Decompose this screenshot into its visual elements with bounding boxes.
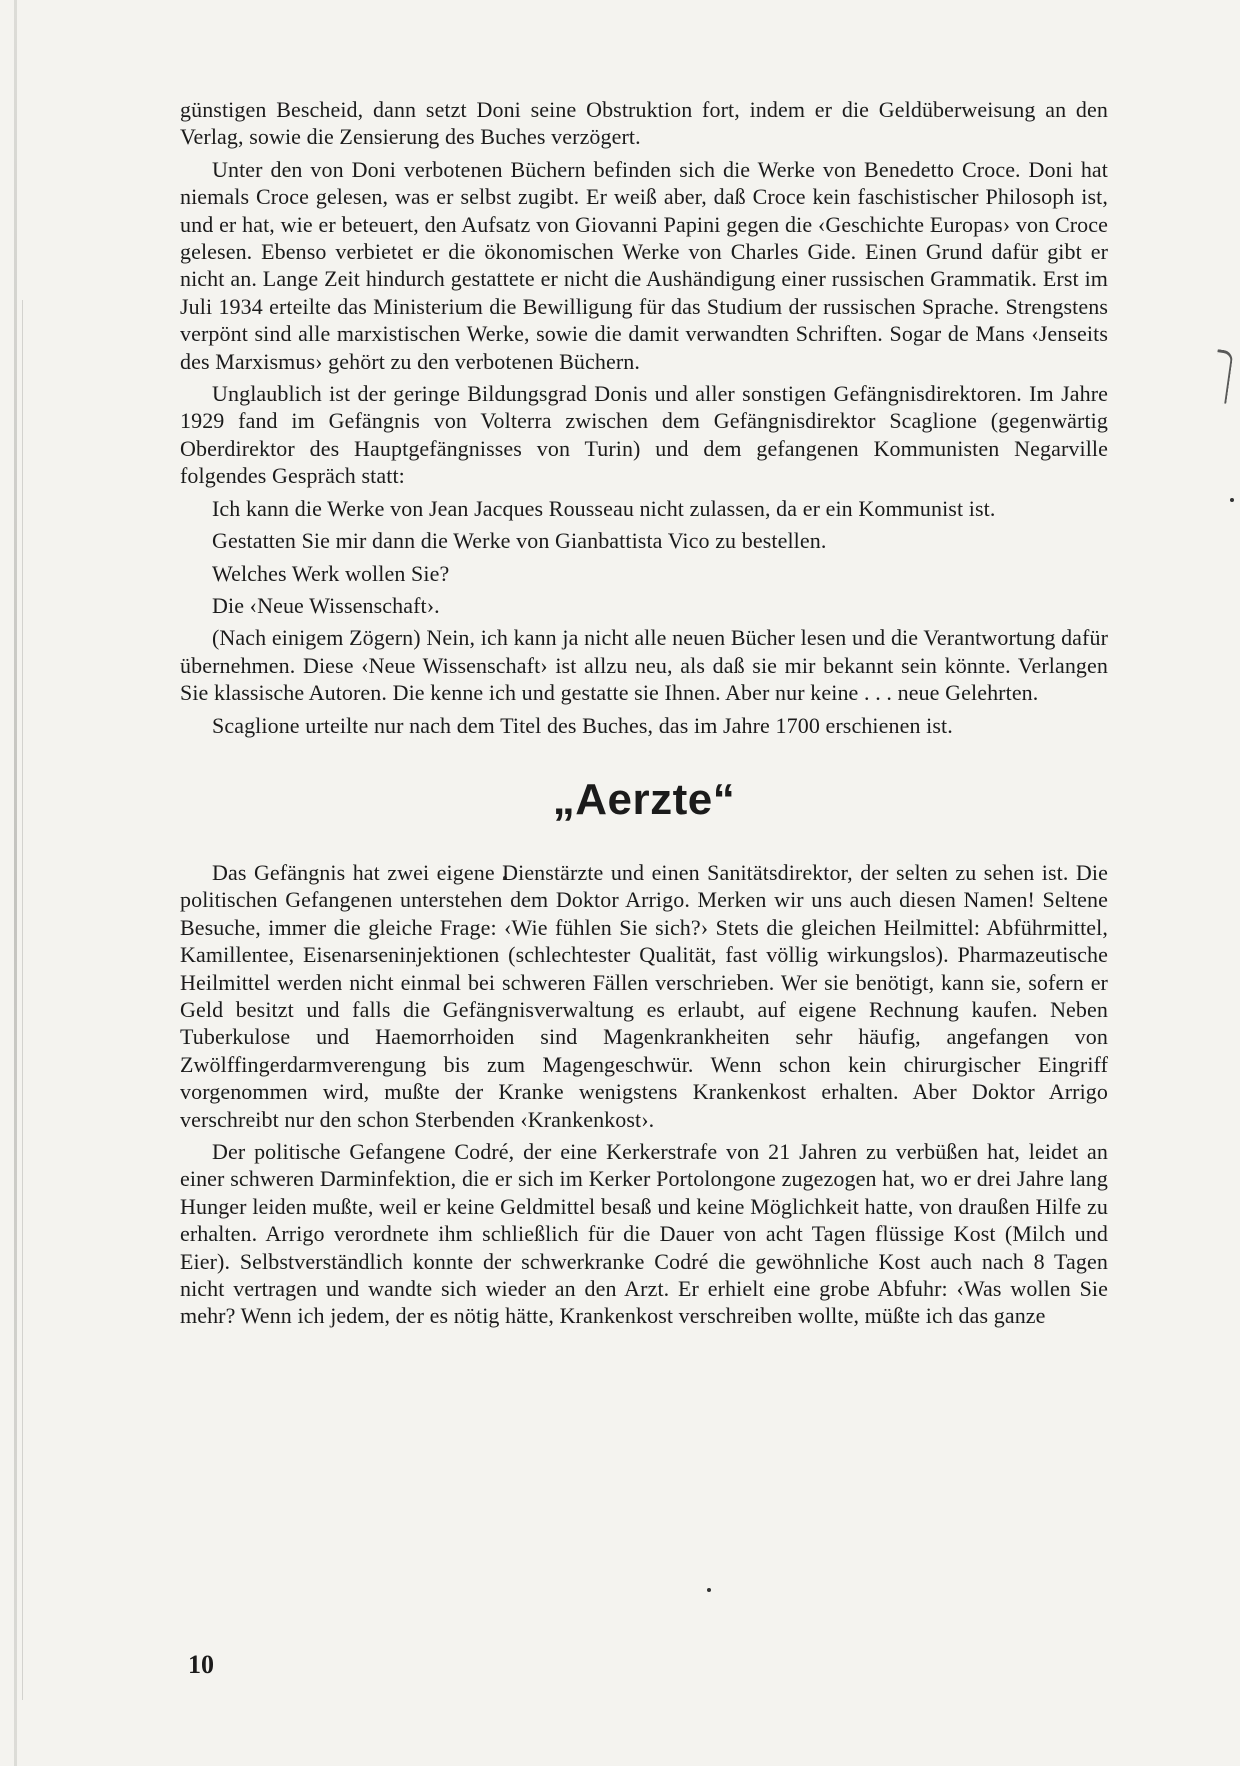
page-binding-edge [14, 0, 17, 1766]
print-speck [1230, 498, 1234, 502]
dialogue-line: Die ‹Neue Wissenschaft›. [212, 592, 440, 618]
paragraph: Der politische Gefangene Codré, der eine Kerkerstrafe von 21 Jahren zu verbüßen hat, leidet an einer schweren Darminfektion, die er sich im Kerker Portolongone zugezogen hat, wo er drei Jahre lang Hunger leiden mußte, weil er keine Geldmittel besaß und keine Möglichkeit hatte, von draußen Hilfe zu erhalten. Arrigo verordnete ihm schließlich für die Dauer von acht Tagen flüssige Kost (Milch und Eier). Selbstverständlich konnte der schwerkranke Codré die gewöhnliche Kost auch nach 8 Tagen nicht vertragen und wandte sich wieder an den Arzt. Er erhielt eine grobe Abfuhr: ‹Was wollen Sie mehr? Wenn ich jedem, der es nötig hätte, Krankenkost verschreiben wollte, müßte ich das ganze [180, 1139, 1108, 1329]
dialogue-line: Gestatten Sie mir dann die Werke von Gianbattista Vico zu bestellen. [212, 528, 827, 554]
page-number: 10 [188, 1650, 214, 1679]
dialogue-line: Ich kann die Werke von Jean Jacques Rousseau nicht zulassen, da er ein Kommunist ist. [212, 495, 996, 521]
margin-mark [1210, 349, 1233, 404]
paragraph: Unglaublich ist der geringe Bildungsgrad Donis und aller sonstigen Gefängnisdirektoren. Im Jahre 1929 fand im Gefängnis von Volterra zwischen dem Gefängnisdirektor Scaglione (gegenwärtig Oberdirektor des Hauptgefängnisses von Turin) und dem gefangenen Kommunisten Negarville folgendes Gespräch statt: [180, 381, 1108, 489]
paragraph: Unter den von Doni verbotenen Büchern befinden sich die Werke von Benedetto Croce. Doni hat niemals Croce gelesen, was er selbst zugibt. Er weiß aber, daß Croce kein faschistischer Philosoph ist, und er hat, wie er beteuert, den Aufsatz von Giovanni Papini gegen die ‹Geschichte Europas› von Croce gelesen. Ebenso verbietet er die ökonomischen Werke von Charles Gide. Einen Grund dafür gibt er nicht an. Lange Zeit hindurch gestattete er nicht die Aushändigung einer russischen Grammatik. Erst im Juli 1934 erteilte das Ministerium die Bewilligung für das Studium der russischen Sprache. Strengstens verpönt sind alle marxistischen Werke, sowie die damit verwandten Schriften. Sogar de Mans ‹Jenseits des Marxismus› gehört zu den verbotenen Büchern. [180, 156, 1108, 374]
section-heading: „Aerzte“ [552, 774, 736, 824]
text-column [180, 96, 1108, 1335]
dialogue-line: Welches Werk wollen Sie? [212, 560, 450, 586]
dialogue-line: (Nach einigem Zögern) Nein, ich kann ja nicht alle neuen Bücher lesen und die Verantwortung dafür übernehmen. Diese ‹Neue Wissenschaft› ist allzu neu, als daß sie mir bekannt sein könnte. Verlangen Sie klassische Autoren. Die kenne ich und gestatte sie Ihnen. Aber nur keine . . . neue Gelehrten. [180, 625, 1108, 706]
page-binding-edge-inner [22, 300, 23, 1700]
paragraph: Scaglione urteilte nur nach dem Titel des Buches, das im Jahre 1700 erschienen ist. [212, 712, 953, 738]
paragraph: Das Gefängnis hat zwei eigene Dienstärzte und einen Sanitätsdirektor, der selten zu sehen ist. Die politischen Gefangenen unterstehen dem Doktor Arrigo. Merken wir uns auch diesen Namen! Seltene Besuche, immer die gleiche Frage: ‹Wie fühlen Sie sich?› Stets die gleichen Heilmittel: Abführmittel, Kamillentee, Eisenarseninjektionen (schlechtester Qualität, fast völlig wirkungslos). Pharmazeutische Heilmittel werden nicht einmal bei schweren Fällen verschrieben. Wer sie benötigt, kann sie, sofern er Geld besitzt und falls die Gefängnisverwaltung es erlaubt, auf eigene Rechnung kaufen. Neben Tuberkulose und Haemorrhoiden sind Magenkrankheiten sehr häufig, angefangen von Zwölffingerdarmverengung bis zum Magengeschwür. Wenn schon kein chirurgischer Eingriff vorgenommen wird, mußte der Kranke wenigstens Krankenkost erhalten. Aber Doktor Arrigo verschreibt nur den schon Sterbenden ‹Krankenkost›. [180, 859, 1108, 1132]
paragraph: günstigen Bescheid, dann setzt Doni seine Obstruktion fort, indem er die Geldüberweisung an den Verlag, sowie die Zensierung des Buches verzögert. [180, 97, 1108, 150]
print-speck [707, 1588, 711, 1592]
